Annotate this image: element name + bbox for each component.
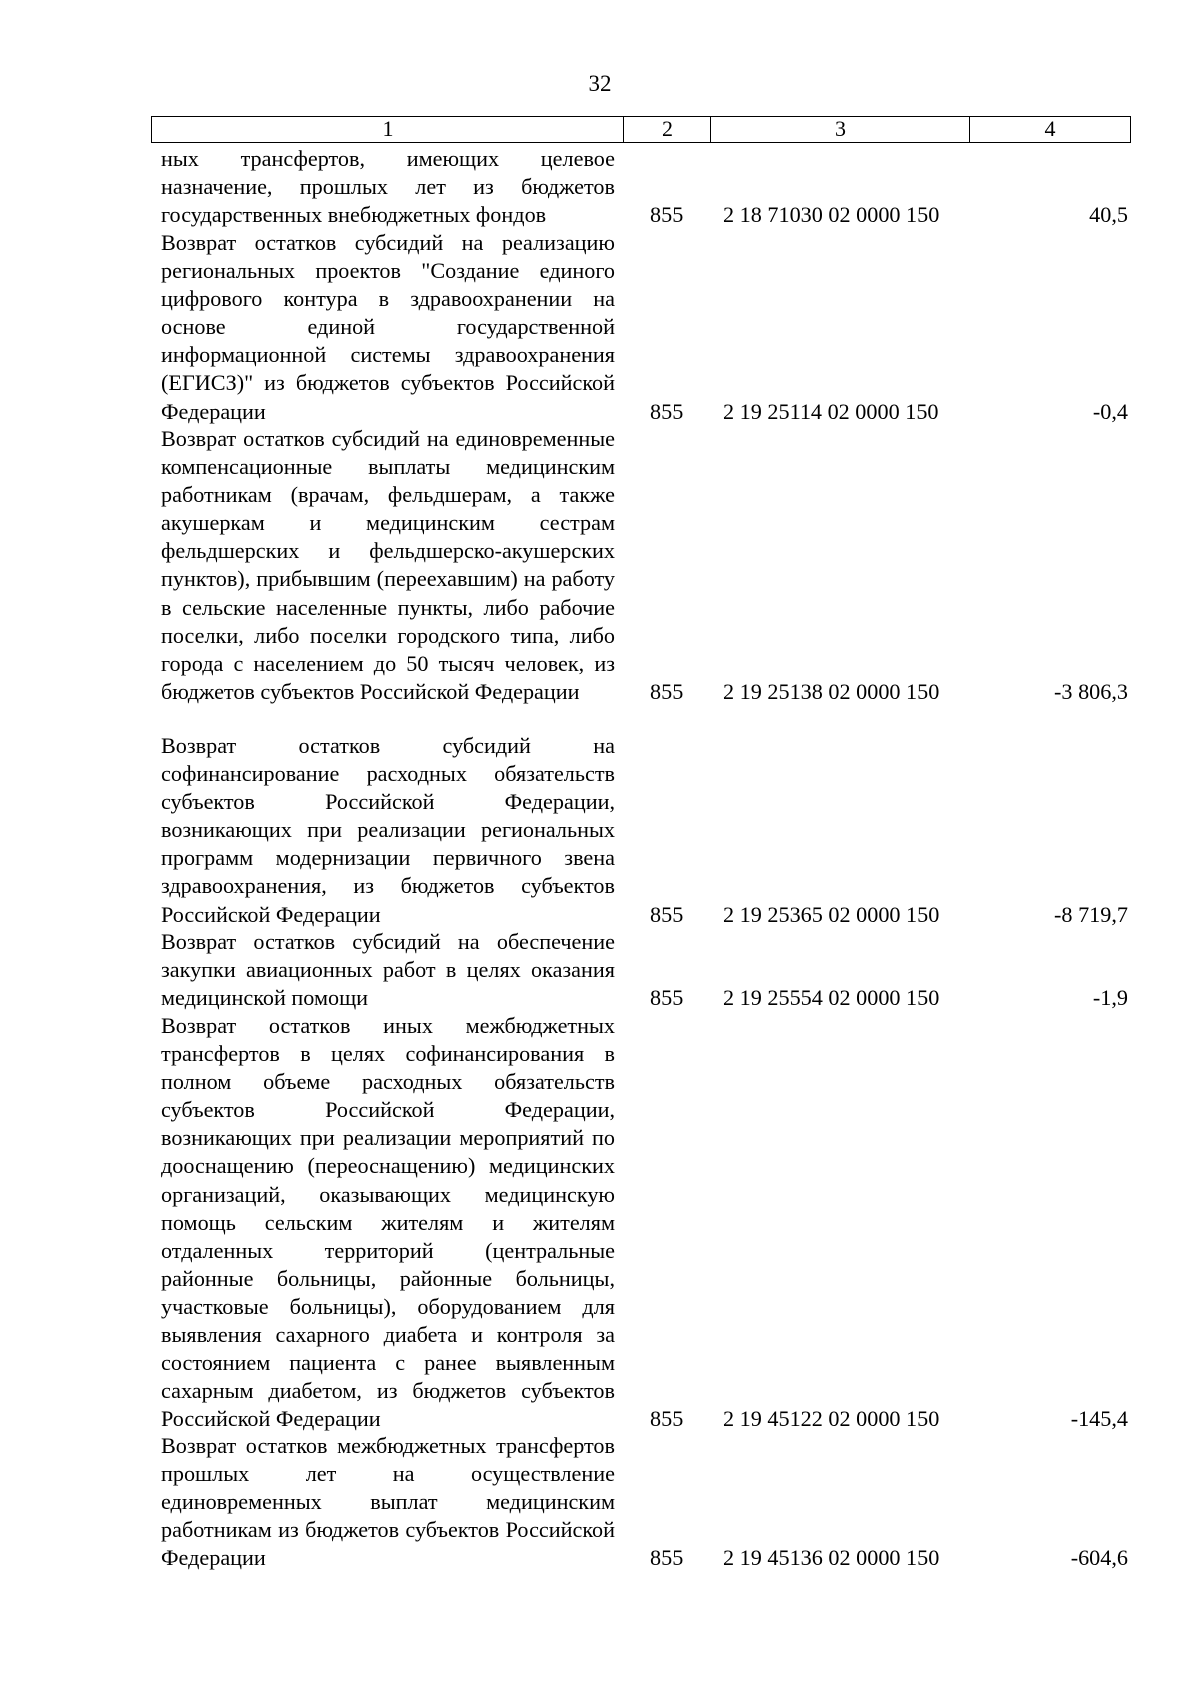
row-admin-code: 855: [650, 985, 684, 1011]
row-kbk: 2 19 45136 02 0000 150: [723, 1545, 940, 1571]
table-header-col-4: 4: [969, 116, 1131, 143]
row-kbk: 2 18 71030 02 0000 150: [723, 202, 940, 228]
row-amount: -3 806,3: [1054, 678, 1128, 704]
row-amount: -0,4: [1092, 398, 1128, 424]
table-row: [161, 1012, 1128, 1433]
row-amount: -145,4: [1070, 1406, 1128, 1432]
row-amount: 40,5: [1089, 202, 1128, 228]
row-kbk: 2 19 25138 02 0000 150: [723, 678, 940, 704]
row-admin-code: 855: [650, 202, 684, 228]
row-description: Возврат остатков субсидий на единовременные компенсационные выплаты медицинским работникам (врачам, фельдшерам, а также акушеркам и медицинским сестрам фельдшерских и фельдшерско-акушерских пунктов), прибывшим (переехавшим) на работу в сельские населенные пункты, либо рабочие поселки, либо поселки городского типа, либо города с населением до 50 тысяч человек, из бюджетов субъектов Российской Федерации: [161, 426, 615, 704]
table-header-col-3: 3: [710, 116, 970, 143]
table-header-col-2: 2: [623, 116, 711, 143]
table-row: [161, 145, 1128, 229]
row-kbk: 2 19 25365 02 0000 150: [723, 901, 940, 927]
row-amount: -1,9: [1092, 985, 1128, 1011]
row-admin-code: 855: [650, 1545, 684, 1571]
table-header-col-1: 1: [151, 116, 624, 143]
page-number: 32: [588, 71, 612, 96]
row-description: Возврат остатков субсидий на обеспечение закупки авиационных работ в целях оказания медицинской помощи: [161, 929, 615, 1011]
row-kbk: 2 19 25554 02 0000 150: [723, 985, 940, 1011]
row-admin-code: 855: [650, 1406, 684, 1432]
row-description: Возврат остатков субсидий на софинансирование расходных обязательств субъектов Российской Федерации, возникающих при реализации региональных программ модернизации первичного звена здравоохранения, из бюджетов субъектов Российской Федерации: [161, 733, 615, 927]
row-amount: -604,6: [1070, 1545, 1128, 1571]
table-row: [161, 1432, 1128, 1572]
table-row: [161, 425, 1128, 706]
row-description: Возврат остатков межбюджетных трансфертов прошлых лет на осуществление единовременных выплат медицинским работникам из бюджетов субъектов Российской Федерации: [161, 1433, 615, 1571]
row-description: Возврат остатков субсидий на реализацию региональных проектов "Создание единого цифрового контура в здравоохранении на основе единой государственной информационной системы здравоохранения (ЕГИСЗ)" из бюджетов субъектов Российской Федерации: [161, 230, 615, 424]
row-admin-code: 855: [650, 398, 684, 424]
row-description: Возврат остатков иных межбюджетных трансфертов в целях софинансирования в полном объеме расходных обязательств субъектов Российской Федерации, возникающих при реализации мероприятий по дооснащению (переоснащению) медицинских организаций, оказывающих медицинскую помощь сельским жителям и жителям отдаленных территорий (центральные районные больницы, районные больницы, участковые больницы), оборудованием для выявления сахарного диабета и контроля за состоянием пациента с ранее выявленным сахарным диабетом, из бюджетов субъектов Российской Федерации: [161, 1013, 615, 1432]
row-admin-code: 855: [650, 901, 684, 927]
row-admin-code: 855: [650, 678, 684, 704]
table-row: [161, 229, 1128, 426]
table-row: [161, 928, 1128, 1012]
row-kbk: 2 19 25114 02 0000 150: [723, 398, 939, 424]
table-row: [161, 732, 1128, 929]
row-amount: -8 719,7: [1054, 901, 1128, 927]
row-description: ных трансфертов, имеющих целевое назначение, прошлых лет из бюджетов государственных внебюджетных фондов: [161, 146, 615, 228]
row-kbk: 2 19 45122 02 0000 150: [723, 1406, 940, 1432]
